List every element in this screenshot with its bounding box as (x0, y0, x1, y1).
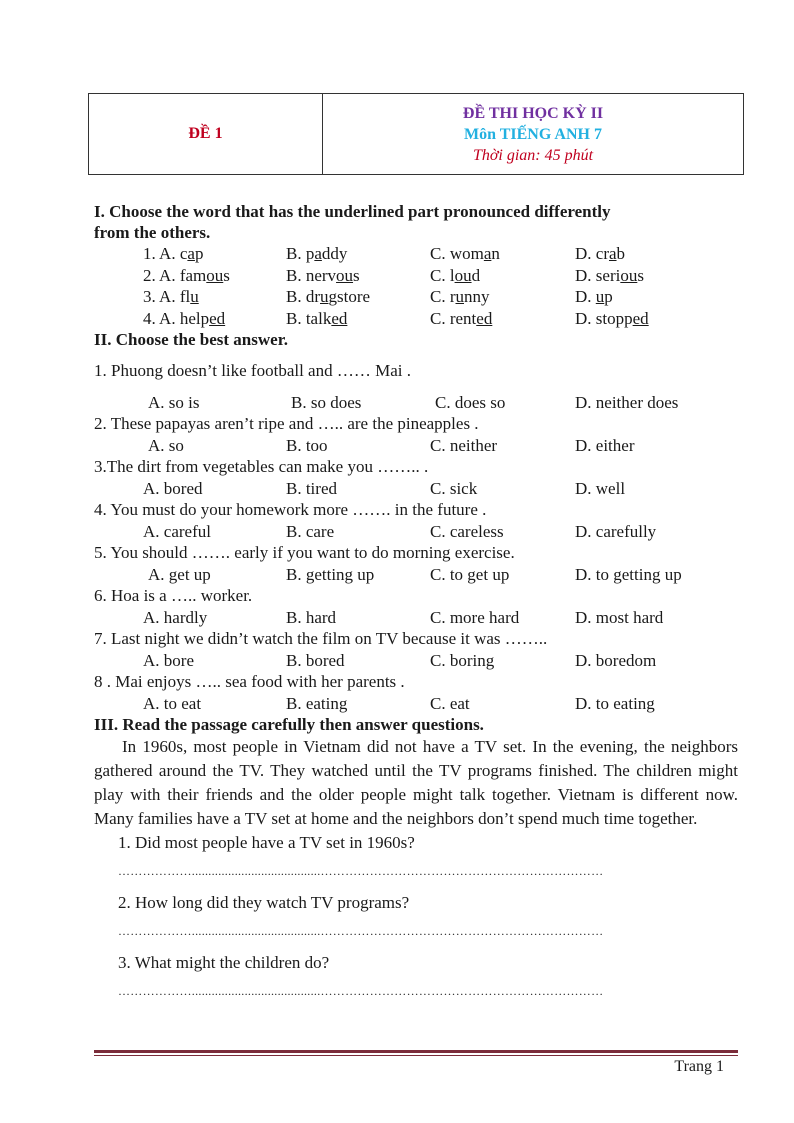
answer-line-2[interactable]: ……………….......................................…………………………………………………………… (118, 924, 604, 938)
option-a: 4. A. helped (143, 308, 226, 328)
question-4-options (94, 521, 738, 543)
exam-code-cell (89, 94, 323, 174)
question-3-options (94, 478, 738, 500)
reading-question-3: 3. What might the children do? (118, 953, 330, 972)
question-6-options (94, 607, 738, 629)
pronunciation-row-1 (94, 243, 738, 265)
answer-line-1[interactable]: ……………….......................................…………………………………………………………… (118, 864, 604, 878)
option-c: C. rented (430, 308, 493, 328)
option-c: C. does so (435, 392, 506, 412)
option-a: 1. A. cap (143, 244, 204, 263)
section1-heading (94, 201, 738, 243)
section2-heading: II. Choose the best answer. (94, 330, 288, 349)
underlined-part: ou (336, 265, 354, 285)
question-5: 5. You should ……. early if you want to do morning exercise. (94, 543, 515, 562)
question-2: 2. These papayas aren’t ripe and ….. are the pineapples . (94, 414, 479, 433)
footer-rule-thick (94, 1050, 738, 1053)
option-a: 3. A. flu (143, 287, 199, 306)
option-d: D. up (575, 287, 613, 306)
question-7: 7. Last night we didn’t watch the film on TV because it was …….. (94, 629, 548, 648)
underlined-part: u (595, 287, 605, 306)
option-a: A. careful (143, 521, 211, 541)
question-3: 3.The dirt from vegetables can make you …….. . (94, 457, 429, 476)
exam-header-box (88, 93, 744, 175)
option-d: D. neither does (575, 392, 679, 412)
reading-question-2: 2. How long did they watch TV programs? (118, 893, 410, 912)
option-b: B. getting up (286, 564, 375, 584)
exam-info-cell (323, 94, 743, 174)
pronunciation-row-3 (94, 286, 738, 308)
question-4: 4. You must do your homework more ……. in the future . (94, 500, 487, 519)
option-d: D. crab (575, 244, 626, 263)
option-c: C. eat (430, 693, 470, 713)
reading-question-1: 1. Did most people have a TV set in 1960s? (118, 833, 415, 852)
option-d: D. to eating (575, 693, 655, 713)
option-b: B. drugstore (286, 287, 371, 306)
option-a: A. hardly (143, 607, 208, 627)
option-d: D. either (575, 435, 635, 455)
option-b: B. paddy (286, 244, 348, 263)
option-a: A. get up (148, 564, 211, 584)
option-c: C. careless (430, 521, 504, 541)
question-8: 8 . Mai enjoys ….. sea food with her parents . (94, 672, 405, 691)
option-b: B. talked (286, 308, 348, 328)
underlined-part: ed (632, 308, 649, 328)
option-c: C. more hard (430, 607, 520, 627)
option-c: C. woman (430, 244, 500, 263)
option-d: D. carefully (575, 521, 657, 541)
footer-rule-thin (94, 1055, 738, 1056)
option-d: D. most hard (575, 607, 664, 627)
underlined-part: a (314, 244, 322, 263)
option-c: C. neither (430, 435, 498, 455)
section1-heading-line2: from the others. (94, 223, 211, 242)
option-b: B. eating (286, 693, 348, 713)
underlined-part: u (190, 287, 199, 306)
exam-content (94, 201, 738, 1001)
answer-line-3[interactable]: ……………….......................................…………………………………………………………… (118, 984, 604, 998)
option-d: D. stopped (575, 308, 649, 328)
exam-code: ĐỀ 1 (188, 125, 223, 142)
question-8-options (94, 693, 738, 715)
question-5-options (94, 564, 738, 586)
option-d: D. boredom (575, 650, 657, 670)
option-c: C. to get up (430, 564, 510, 584)
option-b: B. nervous (286, 265, 360, 285)
underlined-part: u (455, 287, 464, 306)
underlined-part: ou (454, 265, 472, 285)
option-b: B. too (286, 435, 328, 455)
option-b: B. so does (291, 392, 362, 412)
option-a: A. bore (143, 650, 194, 670)
section1-options (94, 243, 738, 329)
question-1: 1. Phuong doesn’t like football and …… Mai . (94, 361, 411, 380)
pronunciation-row-4 (94, 308, 738, 330)
option-b: B. hard (286, 607, 337, 627)
section3-heading: III. Read the passage carefully then answer questions. (94, 715, 484, 734)
underlined-part: ed (209, 308, 226, 328)
option-a: A. so is (148, 392, 200, 412)
option-b: B. care (286, 521, 335, 541)
underlined-part: a (483, 244, 492, 263)
option-d: D. to getting up (575, 564, 682, 584)
underlined-part: ed (476, 308, 493, 328)
option-d: D. serious (575, 265, 644, 285)
underlined-part: ou (620, 265, 638, 285)
exam-title: ĐỀ THI HỌC KỲ II (462, 104, 604, 122)
option-c: C. runny (430, 287, 490, 306)
option-a: A. so (148, 435, 184, 455)
option-c: C. boring (430, 650, 495, 670)
option-b: B. tired (286, 478, 337, 498)
exam-time: Thời gian: 45 phút (472, 146, 594, 164)
question-7-options (94, 650, 738, 672)
option-b: B. bored (286, 650, 345, 670)
option-c: C. loud (430, 265, 481, 285)
page-number: Trang 1 (674, 1058, 724, 1075)
reading-passage: In 1960s, most people in Vietnam did not have a TV set. In the evening, the neighbors gathered around the TV. They watched until the TV programs finished. The children might play with their friends and the older people might talk together. Vietnam is different now. Many families have a TV set at home and the neighbors don’t spend much time together. (94, 737, 738, 828)
question-6: 6. Hoa is a ….. worker. (94, 586, 253, 605)
question-2-options (94, 435, 738, 457)
question-1-options (94, 392, 738, 414)
option-a: A. bored (143, 478, 203, 498)
underlined-part: u (320, 287, 329, 306)
underlined-part: ed (331, 308, 348, 328)
underlined-part: ou (206, 265, 224, 285)
option-d: D. well (575, 478, 626, 498)
option-a: 2. A. famous (143, 265, 230, 285)
underlined-part: a (187, 244, 195, 263)
option-c: C. sick (430, 478, 478, 498)
underlined-part: a (608, 244, 617, 263)
option-a: A. to eat (143, 693, 202, 713)
exam-subject: Môn TIẾNG ANH 7 (464, 125, 602, 143)
section1-heading-line1: I. Choose the word that has the underlined part pronounced differently (94, 202, 611, 221)
pronunciation-row-2 (94, 265, 738, 287)
